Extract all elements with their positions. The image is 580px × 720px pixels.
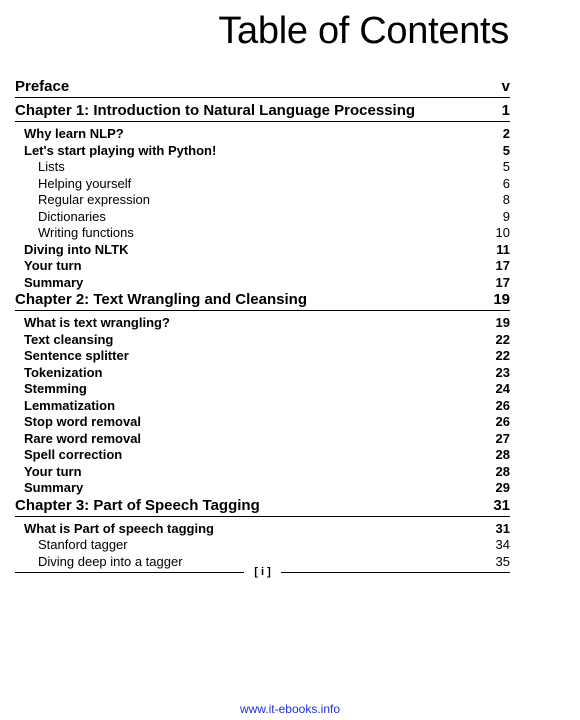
toc-heading-row[interactable] bbox=[15, 497, 510, 517]
toc-section-row[interactable] bbox=[15, 143, 510, 160]
toc-subsection-row[interactable] bbox=[15, 209, 510, 226]
toc-section-row[interactable] bbox=[15, 258, 510, 275]
toc-entry-page: 34 bbox=[495, 537, 510, 552]
toc-entry-page: 5 bbox=[502, 159, 510, 174]
toc-entry-label: Your turn bbox=[24, 463, 82, 479]
toc-subsection-row[interactable] bbox=[15, 159, 510, 176]
toc-entry-page: 29 bbox=[495, 480, 510, 495]
toc-entry-label: Sentence splitter bbox=[24, 348, 129, 363]
toc-section-row[interactable] bbox=[15, 480, 510, 497]
toc-entry-label: Stop word removal bbox=[24, 414, 142, 429]
toc-entry-label: Why learn NLP? bbox=[24, 126, 124, 141]
toc-entry-page: 17 bbox=[495, 258, 510, 273]
toc-subsection-row[interactable] bbox=[15, 225, 510, 242]
toc-entry-label: Diving into NLTK bbox=[24, 241, 129, 257]
toc-section-row[interactable] bbox=[15, 381, 510, 398]
toc-entry-label: Summary bbox=[24, 480, 84, 495]
toc-entry-page: 17 bbox=[495, 274, 510, 290]
toc-entry-label: Tokenization bbox=[24, 364, 103, 380]
toc-entry-label: Regular expression bbox=[38, 192, 151, 207]
toc-entry-page: 27 bbox=[495, 430, 510, 446]
toc-entry-page: 22 bbox=[495, 331, 510, 347]
toc-entry-label: Lemmatization bbox=[24, 397, 116, 413]
toc-subsection-row[interactable] bbox=[15, 176, 510, 193]
footer-page-number: [ i ] bbox=[254, 566, 271, 578]
toc-entry-page: 19 bbox=[493, 291, 510, 308]
toc-entry-label: Lists bbox=[38, 159, 65, 174]
toc-entry-label: Stanford tagger bbox=[38, 537, 128, 552]
toc-section-row[interactable] bbox=[15, 242, 510, 259]
toc-section-row[interactable] bbox=[15, 348, 510, 365]
toc-entry-page: 22 bbox=[495, 348, 510, 363]
toc-entry-page: 24 bbox=[495, 381, 510, 396]
toc-entry-page: 2 bbox=[502, 126, 510, 141]
toc-heading-row[interactable] bbox=[15, 78, 510, 98]
footer-rule-left bbox=[15, 572, 244, 573]
page-footer bbox=[15, 565, 510, 579]
toc-entry-label: Summary bbox=[24, 274, 84, 290]
toc-entry-page: 23 bbox=[495, 364, 510, 380]
toc-entry-label: Spell correction bbox=[24, 447, 123, 462]
toc-section-row[interactable] bbox=[15, 447, 510, 464]
toc-entry-page: 26 bbox=[495, 414, 510, 429]
toc-section-row[interactable] bbox=[15, 126, 510, 143]
toc-entry-label: Dictionaries bbox=[38, 208, 106, 224]
toc-entry-label: Helping yourself bbox=[38, 175, 132, 191]
toc-section-row[interactable] bbox=[15, 275, 510, 292]
toc-section-row[interactable] bbox=[15, 431, 510, 448]
toc-entry-page: 19 bbox=[495, 315, 510, 330]
toc-entry-page: 28 bbox=[495, 463, 510, 479]
toc-entry-label: What is text wrangling? bbox=[24, 315, 170, 330]
toc-entry-page: 6 bbox=[502, 175, 510, 191]
toc-entry-label: Chapter 3: Part of Speech Tagging bbox=[15, 496, 260, 514]
toc-entry-label: Your turn bbox=[24, 258, 82, 273]
toc-entry-label: Writing functions bbox=[38, 225, 134, 240]
toc-entry-page: 8 bbox=[502, 192, 510, 207]
toc-entry-label: What is Part of speech tagging bbox=[24, 520, 214, 536]
toc-entry-page: 26 bbox=[495, 397, 510, 413]
toc-entry-label: Chapter 2: Text Wrangling and Cleansing bbox=[15, 291, 307, 308]
toc-entry-label: Stemming bbox=[24, 381, 87, 396]
site-link[interactable]: www.it-ebooks.info bbox=[239, 702, 341, 716]
toc-section-row[interactable] bbox=[15, 414, 510, 431]
toc-heading-row[interactable] bbox=[15, 291, 510, 311]
toc-entry-page: v bbox=[501, 78, 510, 95]
toc-entry-label: Chapter 1: Introduction to Natural Language Processing bbox=[15, 102, 416, 119]
toc-entry-page: 1 bbox=[501, 102, 510, 119]
toc-entry-label: Diving deep into a tagger bbox=[38, 553, 183, 569]
footer-rule-right bbox=[281, 572, 510, 573]
toc-entry-page: 35 bbox=[495, 553, 510, 569]
toc-section-row[interactable] bbox=[15, 332, 510, 349]
toc-section-row[interactable] bbox=[15, 315, 510, 332]
toc-entry-page: 28 bbox=[495, 447, 510, 462]
toc-heading-row[interactable] bbox=[15, 102, 510, 122]
table-of-contents bbox=[15, 78, 510, 570]
toc-section-row[interactable] bbox=[15, 464, 510, 481]
toc-entry-label: Rare word removal bbox=[24, 430, 142, 446]
toc-entry-page: 10 bbox=[495, 225, 510, 240]
toc-entry-label: Preface bbox=[15, 78, 70, 95]
toc-subsection-row[interactable] bbox=[15, 537, 510, 554]
page-title: Table of Contents bbox=[218, 10, 509, 52]
toc-section-row[interactable] bbox=[15, 521, 510, 538]
toc-subsection-row[interactable] bbox=[15, 192, 510, 209]
toc-entry-page: 5 bbox=[502, 142, 510, 158]
toc-entry-label: Text cleansing bbox=[24, 331, 114, 347]
toc-entry-page: 31 bbox=[495, 520, 510, 536]
toc-section-row[interactable] bbox=[15, 365, 510, 382]
toc-entry-page: 31 bbox=[493, 496, 510, 514]
toc-entry-page: 11 bbox=[496, 241, 510, 257]
toc-entry-page: 9 bbox=[502, 208, 510, 224]
toc-entry-label: Let's start playing with Python! bbox=[24, 142, 217, 158]
toc-section-row[interactable] bbox=[15, 398, 510, 415]
